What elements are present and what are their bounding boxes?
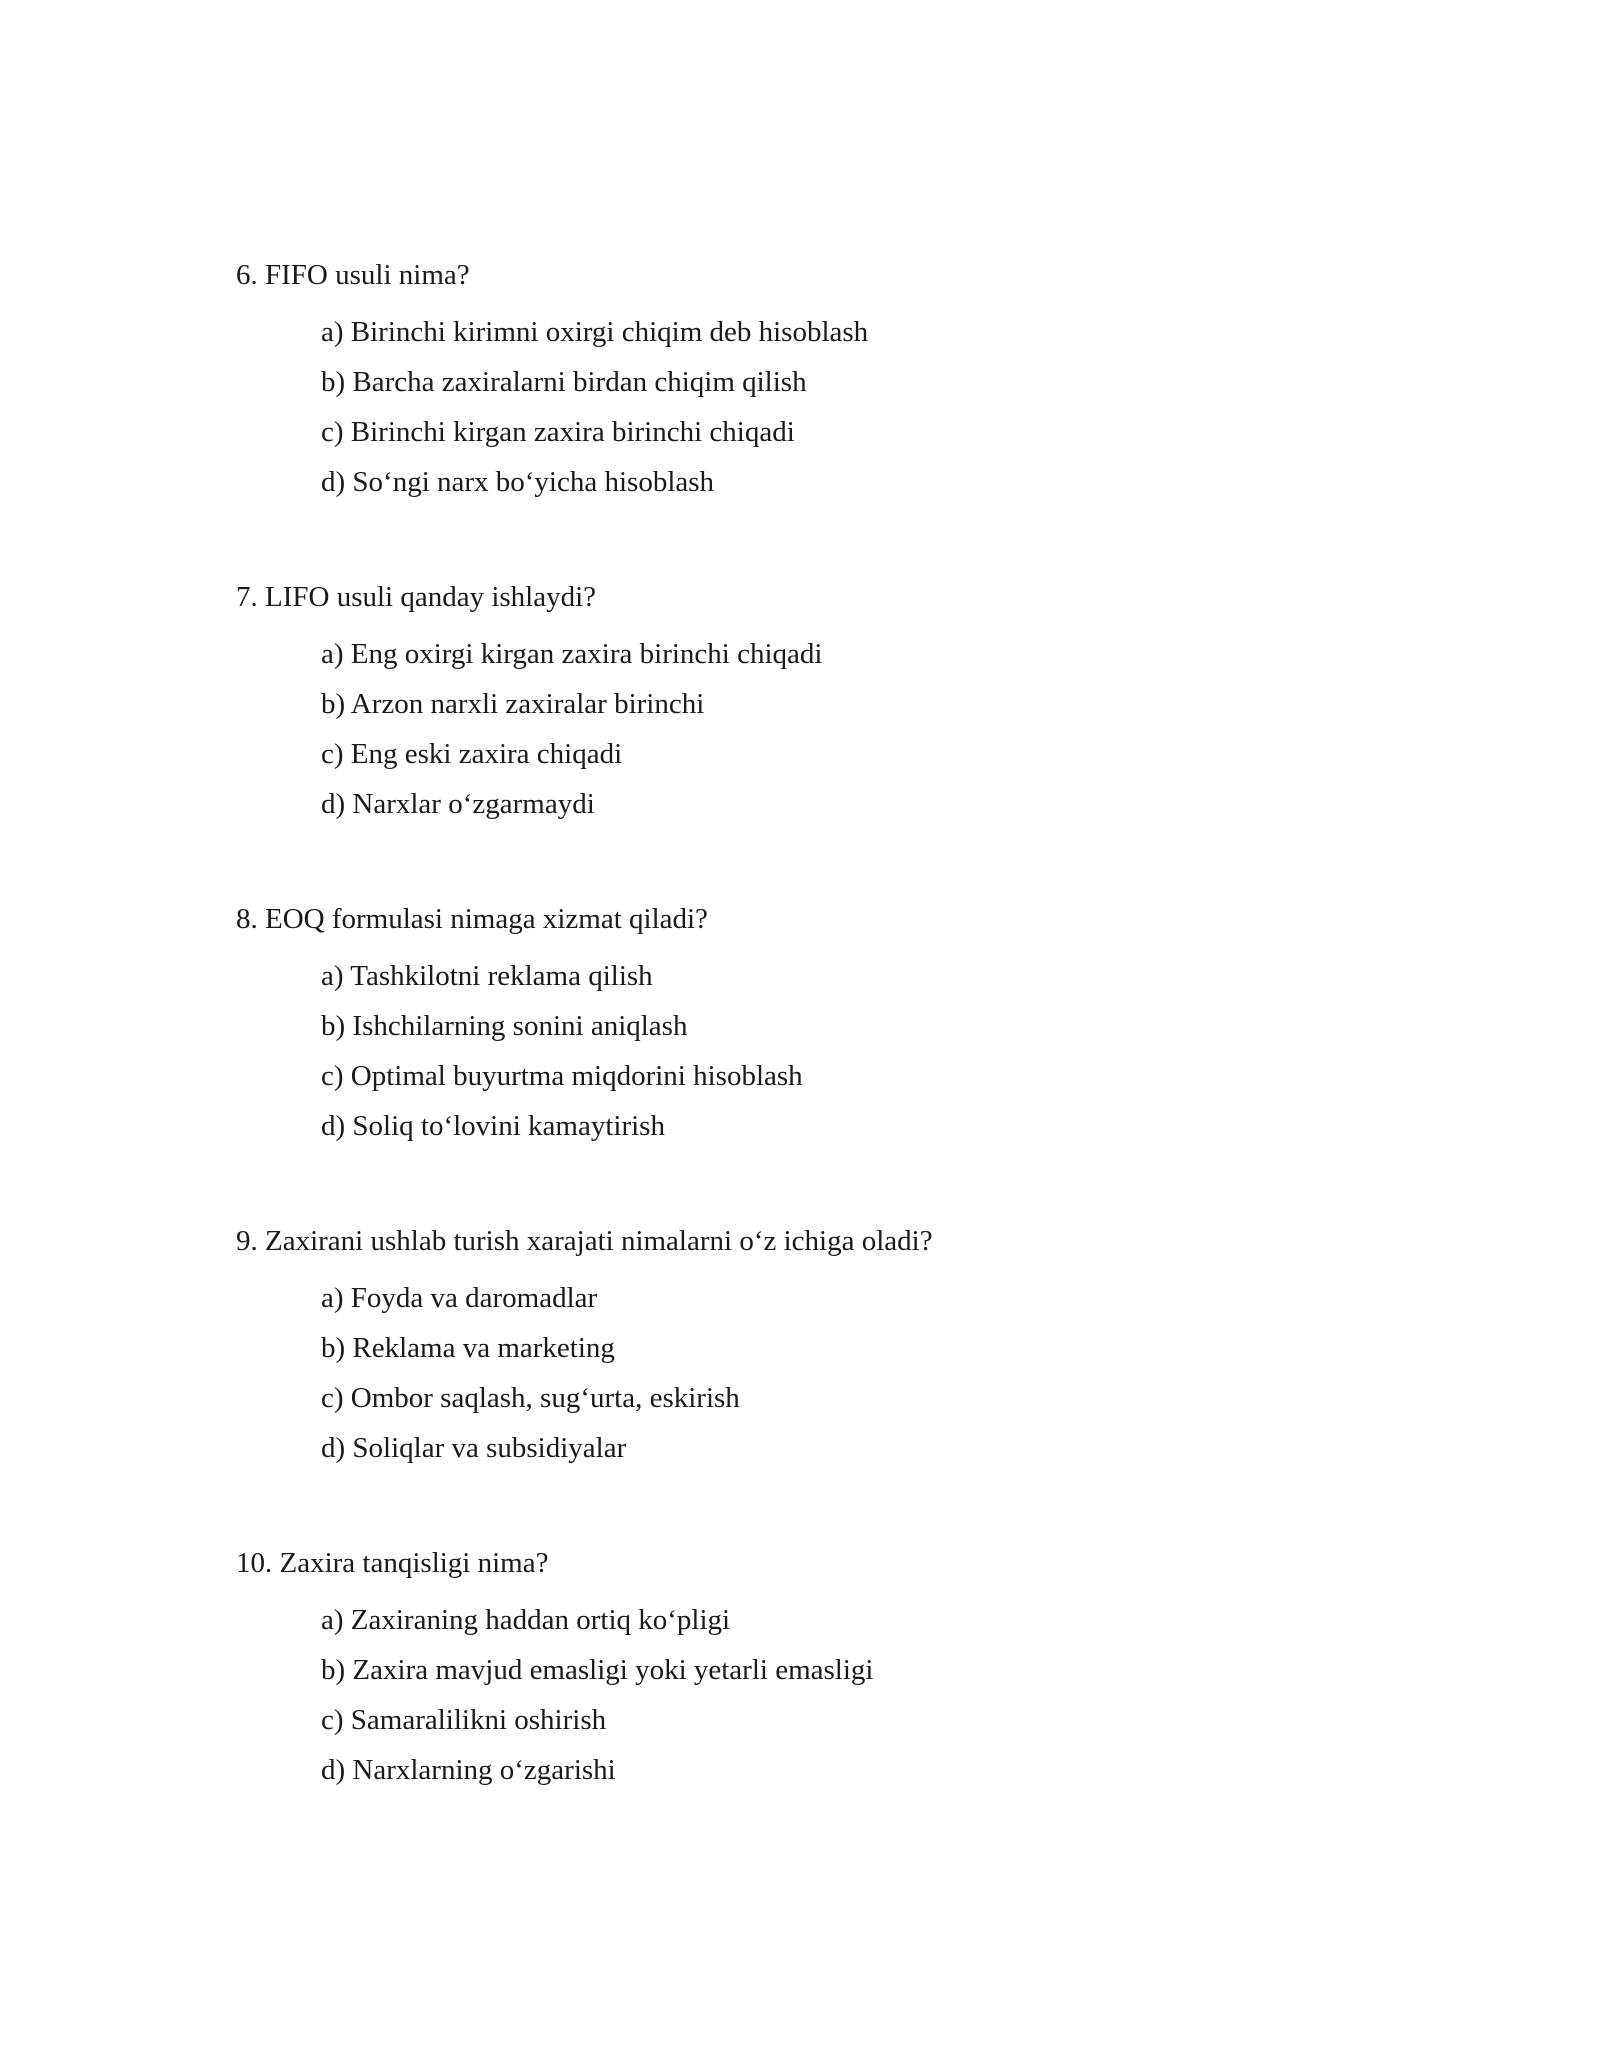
option-c: c) Optimal buyurtma miqdorini hisoblash bbox=[321, 1060, 803, 1092]
option-a: a) Zaxiraning haddan ortiq ko‘pligi bbox=[321, 1604, 731, 1636]
option-d: d) Soliqlar va subsidiyalar bbox=[321, 1432, 627, 1464]
answer-options bbox=[321, 1603, 1436, 1803]
option-b: b) Zaxira mavjud emasligi yoki yetarli emasligi bbox=[321, 1654, 874, 1686]
question-7 bbox=[236, 580, 1436, 837]
question-text: 8. EOQ formulasi nimaga xizmat qiladi? bbox=[236, 903, 708, 935]
question-8 bbox=[236, 902, 1436, 1159]
option-c: c) Eng eski zaxira chiqadi bbox=[321, 738, 623, 770]
answer-options bbox=[321, 637, 1436, 837]
question-text: 6. FIFO usuli nima? bbox=[236, 259, 470, 291]
answer-options bbox=[321, 959, 1436, 1159]
option-d: d) Narxlar o‘zgarmaydi bbox=[321, 788, 595, 820]
option-a: a) Birinchi kirimni oxirgi chiqim deb hisoblash bbox=[321, 316, 869, 348]
option-b: b) Reklama va marketing bbox=[321, 1332, 615, 1364]
question-6 bbox=[236, 258, 1436, 515]
option-d: d) So‘ngi narx bo‘yicha hisoblash bbox=[321, 466, 715, 498]
option-a: a) Tashkilotni reklama qilish bbox=[321, 960, 653, 992]
answer-options bbox=[321, 315, 1436, 515]
question-text: 7. LIFO usuli qanday ishlaydi? bbox=[236, 581, 597, 613]
option-b: b) Barcha zaxiralarni birdan chiqim qilish bbox=[321, 366, 807, 398]
option-d: d) Soliq to‘lovini kamaytirish bbox=[321, 1110, 665, 1142]
question-text: 9. Zaxirani ushlab turish xarajati nimalarni o‘z ichiga oladi? bbox=[236, 1225, 933, 1257]
question-text: 10. Zaxira tanqisligi nima? bbox=[236, 1547, 549, 1579]
option-c: c) Ombor saqlash, sug‘urta, eskirish bbox=[321, 1382, 740, 1414]
option-b: b) Arzon narxli zaxiralar birinchi bbox=[321, 688, 705, 720]
option-a: a) Foyda va daromadlar bbox=[321, 1282, 598, 1314]
question-10 bbox=[236, 1546, 1436, 1803]
option-b: b) Ishchilarning sonini aniqlash bbox=[321, 1010, 688, 1042]
option-d: d) Narxlarning o‘zgarishi bbox=[321, 1754, 616, 1786]
option-a: a) Eng oxirgi kirgan zaxira birinchi chiqadi bbox=[321, 638, 823, 670]
option-c: c) Birinchi kirgan zaxira birinchi chiqadi bbox=[321, 416, 795, 448]
question-9 bbox=[236, 1224, 1436, 1481]
answer-options bbox=[321, 1281, 1436, 1481]
option-c: c) Samaralilikni oshirish bbox=[321, 1704, 607, 1736]
